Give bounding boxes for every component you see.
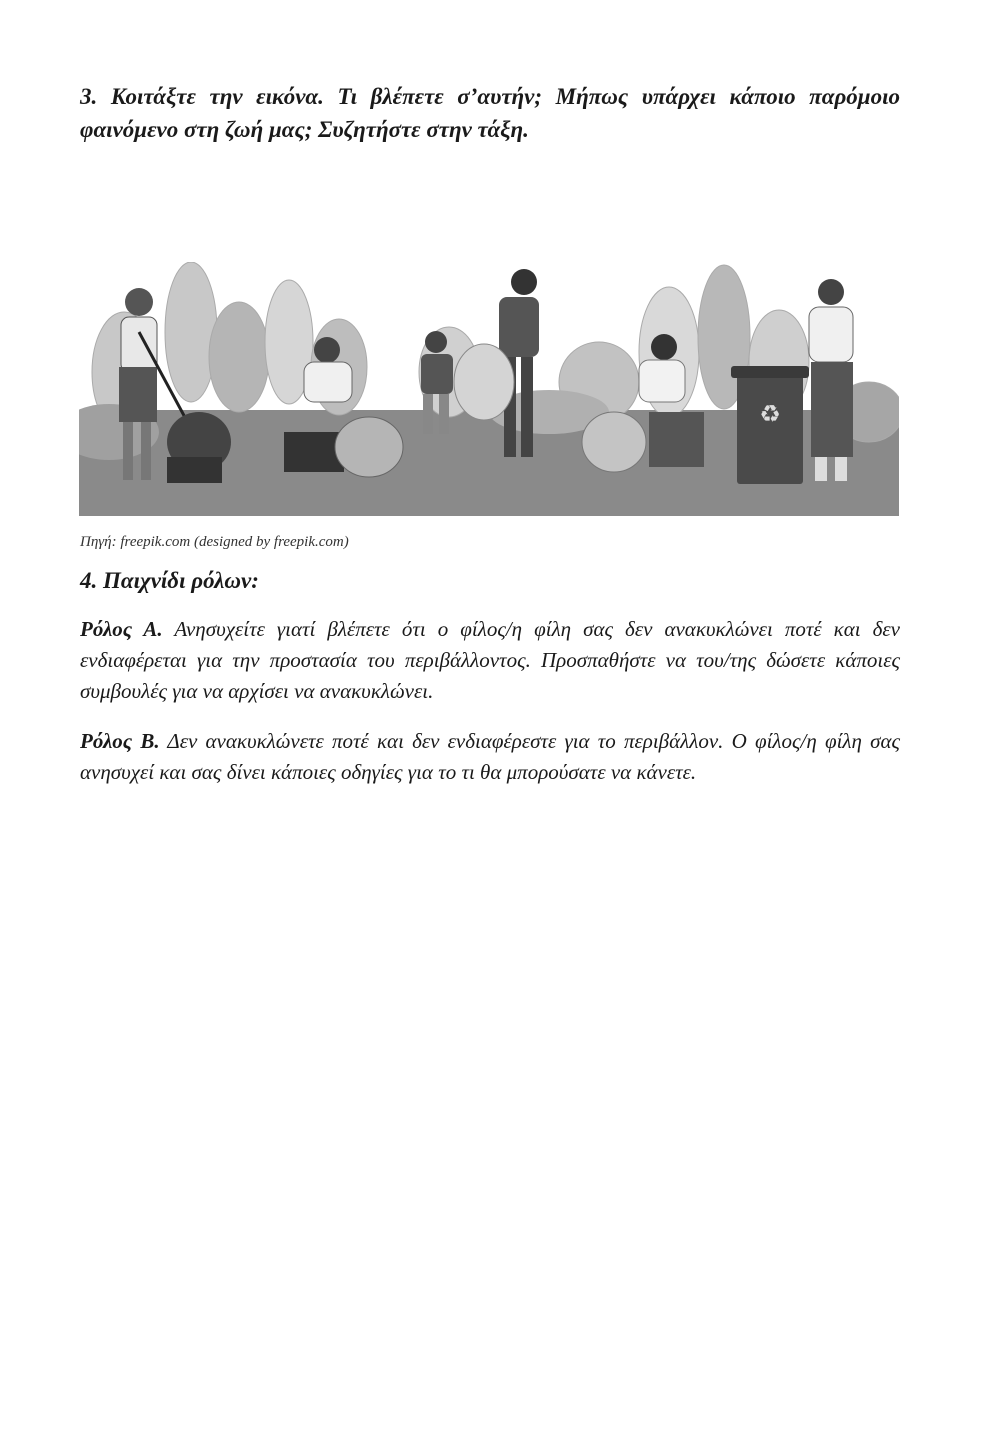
recycling-cleanup-illustration [79, 262, 899, 516]
question-3-text: 3. Κοιτάξτε την εικόνα. Τι βλέπετε σ’αυτήν; Μήπως υπάρχει κάποιο παρόμοιο φαινόμενο στη ζωή μας; Συζητήστε στην τάξη. [80, 84, 900, 142]
person-6 [809, 279, 853, 481]
role-b-label: Ρόλος Β. [80, 729, 160, 753]
trash-bag-2 [335, 417, 403, 477]
role-a-text: Ανησυχείτε γιατί βλέπετε ότι ο φίλος/η φίλη σας δεν ανακυκλώνει ποτέ και δεν ενδιαφέρεται για την προστασία του περιβάλλοντος. Προσπαθήστε να του/της δώσετε κάποιες συμβουλές για να αρχίσει να ανακυκλώνει. [80, 617, 900, 703]
image-source-caption: Πηγή: freepik.com (designed by freepik.com) [80, 534, 349, 550]
role-b-paragraph [80, 726, 900, 788]
trash-bag-1 [167, 412, 231, 483]
role-a-label: Ρόλος Α. [80, 617, 163, 641]
role-b-text: Δεν ανακυκλώνετε ποτέ και δεν ενδιαφέρεστε για το περιβάλλον. Ο φίλος/η φίλη σας ανησυχεί και σας δίνει κάποιες οδηγίες για το τι θα μπορούσατε να κάνετε. [80, 729, 901, 784]
question-4-title: 4. Παιχνίδι ρόλων: [80, 568, 259, 593]
svg-text:♻: ♻ [759, 400, 781, 428]
role-a-paragraph [80, 614, 900, 707]
recycling-bin [731, 366, 809, 484]
